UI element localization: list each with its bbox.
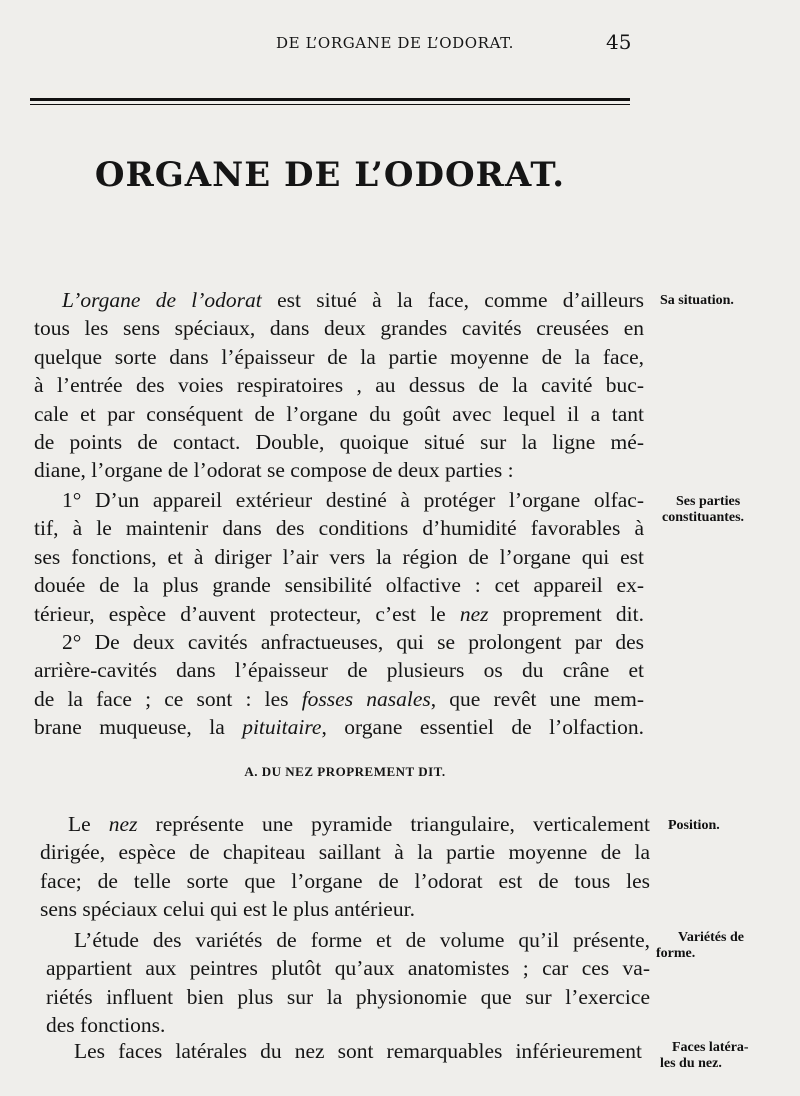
margin-note-varietes-cont: forme. [656,946,696,961]
paragraph-situation [34,286,644,485]
text-line: cale et par conséquent de l’organe du goût avec lequel il a tant [34,401,644,426]
margin-note-parties-cont: constituantes. [662,510,745,525]
margin-note-faces: Faces latéra- [672,1040,749,1055]
section-subheading: A. DU NEZ PROPREMENT DIT. [244,764,446,779]
page-number: 45 [606,30,632,54]
header-rule-thin [30,104,630,105]
text-line: L’étude des variétés de forme et de volume qu’il présente, [74,928,650,952]
running-header: DE L’ORGANE DE L’ODORAT. [276,34,514,52]
text-line: riétés influent bien plus sur la physionomie que sur l’exercice [46,984,650,1009]
text-line: ses fonctions, et à diriger l’air vers la région de l’organe qui est [34,544,644,569]
paragraph-varietes [46,926,650,1040]
text-line: douée de la plus grande sensibilité olfactive : cet appareil ex- [34,573,644,598]
text-line: des fonctions. [46,1013,166,1038]
header-rule-thick [30,98,630,101]
margin-note-situation: Sa situation. [660,293,734,308]
paragraph-cavites [34,628,644,742]
text-line: de points de contact. Double, quoique situé sur la ligne mé- [34,429,644,454]
margin-note-varietes: Variétés de [678,930,744,945]
paragraph-faces [46,1037,642,1065]
margin-note-parties: Ses parties [676,494,741,509]
text-line: arrière-cavités dans l’épaisseur de plusieurs os du crâne et [34,658,644,683]
italic-term: pituitaire [242,715,322,740]
text-line: dirigée, espèce de chapiteau saillant à la partie moyenne de la [40,840,650,865]
text-line: 2° De deux cavités anfractueuses, qui se prolongent par des [62,630,644,654]
text-line: brane muqueuse, la pituitaire, organe essentiel de l’olfaction. [34,715,645,740]
margin-note-faces-cont: les du nez. [660,1056,722,1071]
text-line: L’organe de l’odorat est situé à la face, comme d’ailleurs [62,288,644,312]
text-line: de la face ; ce sont : les fosses nasales, que revêt une mem- [34,686,645,711]
text-line: 1° D’un appareil extérieur destiné à protéger l’organe olfac- [62,488,644,512]
italic-term: fosses nasales [301,686,431,711]
text-line: Le nez représente une pyramide triangulaire, verticalement [68,812,650,836]
italic-term: L’organe de l’odorat [62,288,262,312]
italic-term: nez [108,812,138,836]
paragraph-appareil-exterieur [34,486,644,628]
italic-term: nez [459,601,489,626]
text-line: quelque sorte dans l’épaisseur de la partie moyenne de la face, [34,344,644,369]
text-line: Les faces latérales du nez sont remarquables inférieurement [74,1039,642,1063]
text-line: tous les sens spéciaux, dans deux grandes cavités creusées en [34,316,644,341]
text-line: à l’entrée des voies respiratoires , au dessus de la cavité buc- [34,373,644,398]
text-line: sens spéciaux celui qui est le plus antérieur. [40,897,415,922]
text-line: face; de telle sorte que l’organe de l’odorat est de tous les [40,868,650,893]
text-line: tif, à le maintenir dans des conditions d’humidité favorables à [34,516,644,541]
paragraph-nez [40,810,650,924]
text-line: térieur, espèce d’auvent protecteur, c’est le nez proprement dit. [34,601,644,626]
margin-note-position: Position. [668,818,720,833]
text-line: diane, l’organe de l’odorat se compose de deux parties : [34,458,514,483]
chapter-title: ORGANE DE L’ODORAT. [94,155,566,195]
text-line: appartient aux peintres plutôt qu’aux anatomistes ; car ces va- [46,956,650,981]
